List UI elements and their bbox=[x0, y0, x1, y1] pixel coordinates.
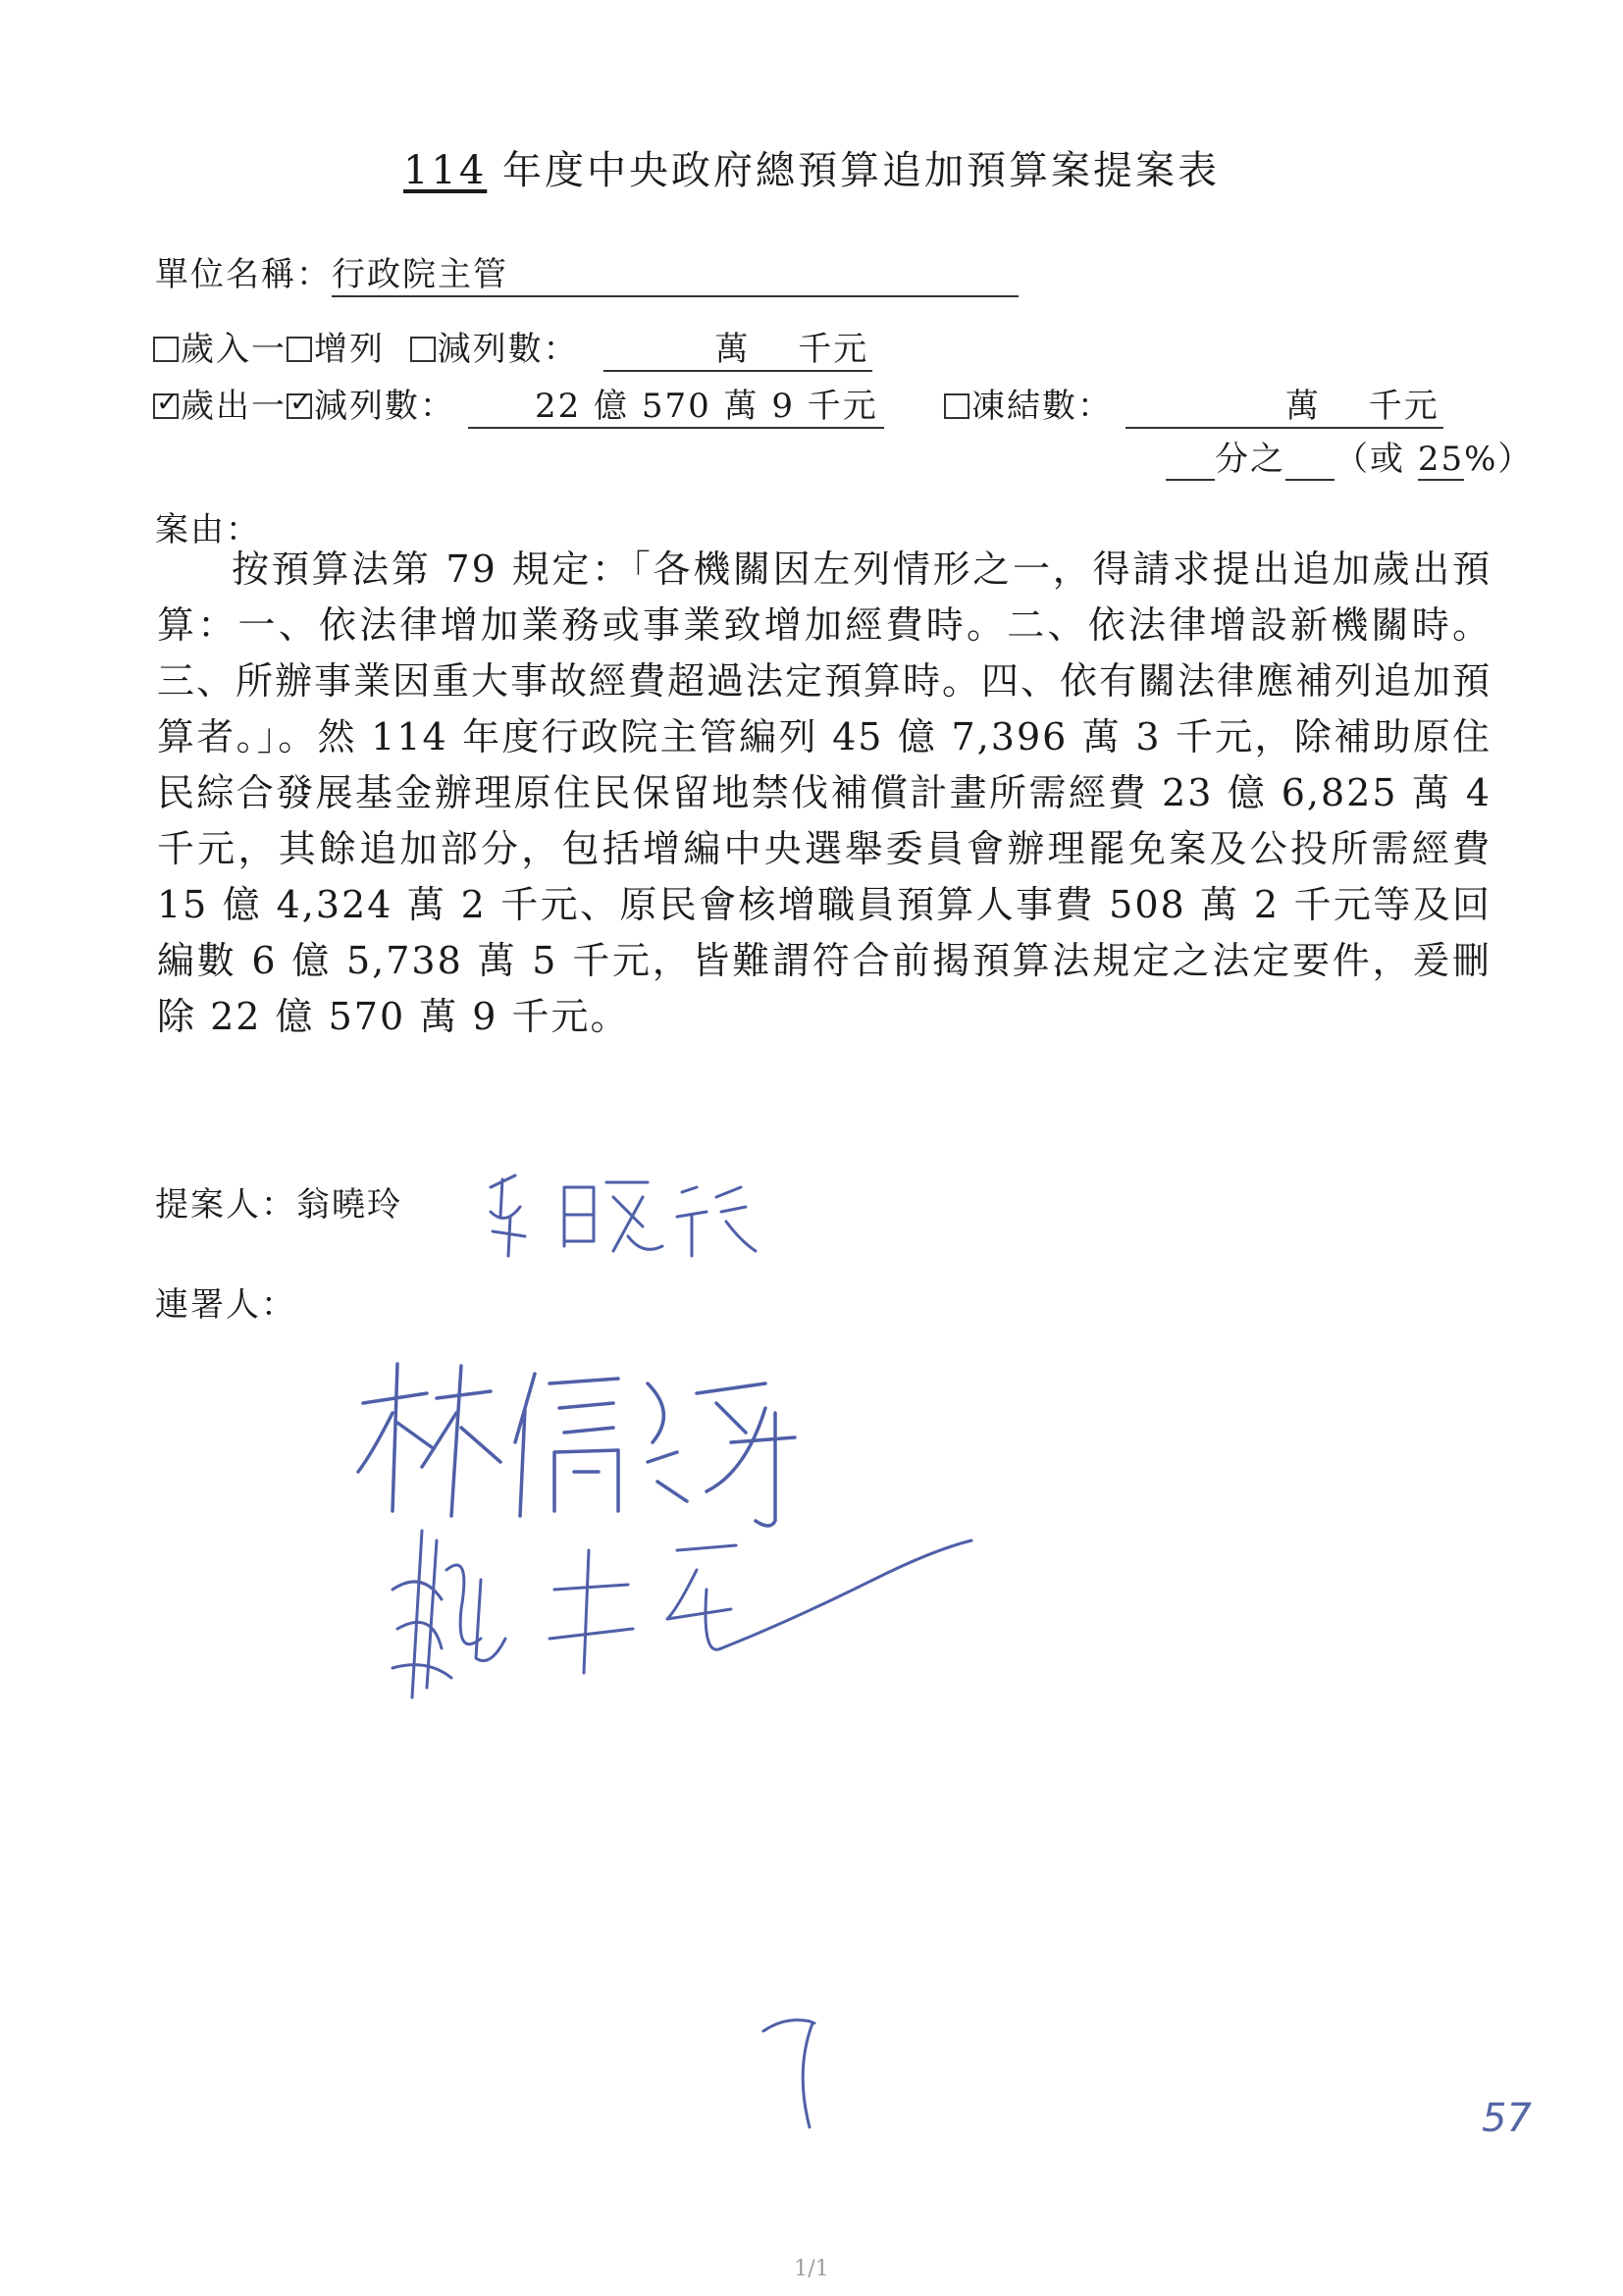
proposer-signature bbox=[471, 1158, 765, 1279]
cosigner-signature-1 bbox=[353, 1354, 824, 1535]
freeze-row bbox=[944, 379, 1443, 429]
revenue-checkbox bbox=[153, 337, 179, 362]
freeze-amount: 萬 千元 bbox=[1285, 387, 1440, 426]
fraction-tail-open: （或 bbox=[1335, 440, 1418, 479]
revenue-amount: 萬 千元 bbox=[714, 330, 869, 369]
expenditure-decrease-label: 減列數： bbox=[314, 387, 455, 426]
revenue-decrease-label: 減列數： bbox=[437, 330, 579, 369]
handwritten-mark bbox=[756, 2011, 844, 2143]
unit-row bbox=[155, 247, 1019, 297]
reason-label: 案由： bbox=[155, 510, 261, 549]
reason-text: 按預算法第 79 規定：「各機關因左列情形之一，得請求提出追加歲出預算：一、依法律增加業務或事業致增加經費時。二、依法律增設新機關時。三、所辦事業因重大事故經費超過法定預算時。四、依有關法律應補列追加預算者。」。然 114 年度行政院主管編列 45 億 7,396 萬 3 千元，除補助原住民綜合發展基金辦理原住民保留地禁伐補償計畫所需經費 23 億 6,825 萬 4 千元，其餘追加部分，包括增編中央選舉委員會辦理罷免案及公投所需經費 15 億 4,324 萬 2 千元、原民會核增職員預算人事費 508 萬 2 千元等及回編數 6 億 5,738 萬 5 千元，皆難謂符合前揭預算法規定之法定要件，爰刪除 22 億 570 萬 9 千元。 bbox=[157, 548, 1492, 1038]
expenditure-amount-line bbox=[468, 379, 884, 429]
proposer-label: 提案人： bbox=[155, 1185, 296, 1225]
freeze-amount-line bbox=[1126, 379, 1443, 429]
revenue-row bbox=[153, 322, 872, 372]
increase-checkbox bbox=[287, 337, 312, 362]
fraction-mid: 分之 bbox=[1215, 440, 1285, 479]
page-title bbox=[0, 139, 1623, 195]
cosigner-signature-2 bbox=[383, 1511, 1011, 1711]
expenditure-row bbox=[153, 379, 884, 429]
page-footer: 1/1 bbox=[794, 2257, 829, 2281]
unit-value: 行政院主管 bbox=[332, 255, 508, 294]
fraction-percent: 25 bbox=[1417, 440, 1465, 479]
fraction-numerator-blank bbox=[1166, 440, 1215, 481]
proposer-name: 翁曉玲 bbox=[296, 1185, 402, 1225]
freeze-label: 凍結數： bbox=[971, 387, 1113, 426]
unit-value-line bbox=[332, 247, 1019, 297]
expenditure-decrease-checkbox bbox=[287, 393, 312, 419]
freeze-checkbox bbox=[944, 393, 969, 419]
revenue-amount-line bbox=[603, 322, 872, 372]
expenditure-checkbox bbox=[153, 393, 179, 419]
expenditure-label: 歲出一 bbox=[181, 387, 287, 426]
title-year: 114 bbox=[402, 148, 488, 193]
page-stamp: 57 bbox=[1482, 2096, 1532, 2141]
revenue-label: 歲入一 bbox=[181, 330, 287, 369]
unit-label: 單位名稱： bbox=[155, 255, 332, 294]
title-text: 年度中央政府總預算追加預算案提案表 bbox=[487, 148, 1221, 193]
freeze-fraction bbox=[1166, 432, 1533, 481]
revenue-decrease-checkbox bbox=[410, 337, 436, 362]
cosigner-label: 連署人： bbox=[155, 1285, 296, 1325]
fraction-tail-close: %） bbox=[1464, 440, 1534, 479]
fraction-denominator-blank bbox=[1285, 440, 1335, 481]
expenditure-amount: 22 億 570 萬 9 千元 bbox=[534, 387, 878, 426]
proposer-row bbox=[155, 1177, 402, 1226]
increase-label: 增列 bbox=[314, 330, 385, 369]
